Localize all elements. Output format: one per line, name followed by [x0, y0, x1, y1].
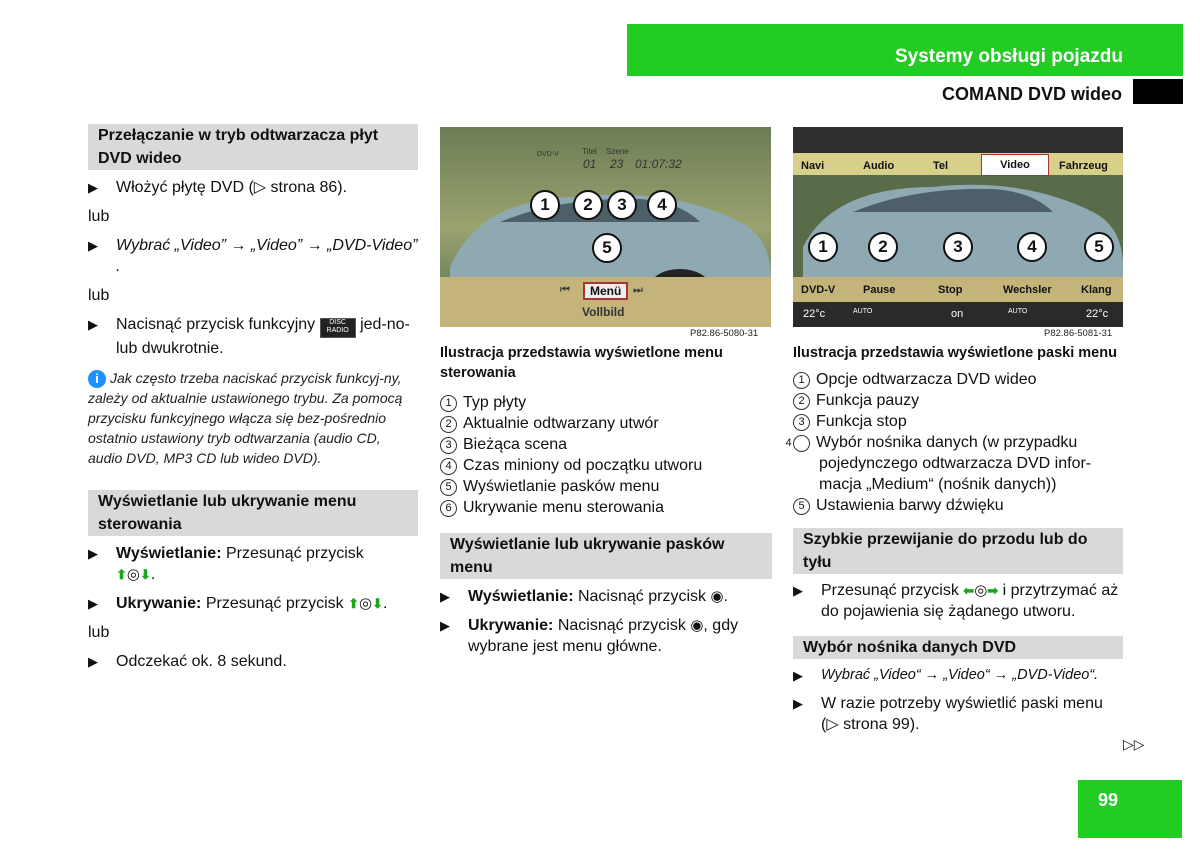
info-icon: i: [88, 370, 106, 388]
up-arrow-icon: ⬆: [348, 596, 360, 611]
section-heading: Wyświetlanie lub ukrywanie menu sterowania: [88, 490, 418, 536]
skip-forward-icon[interactable]: ⏭: [633, 284, 643, 296]
legend-list: [785, 369, 1123, 516]
stop-button[interactable]: Stop: [938, 284, 963, 296]
callout-1: 1: [530, 190, 560, 220]
auto-right: AUTO: [1008, 308, 1028, 315]
controller-press-icon: ◉: [710, 588, 724, 605]
or-text: lub: [88, 624, 110, 641]
down-arrow-icon: ⬇: [372, 596, 384, 611]
callout-5: 5: [592, 233, 622, 263]
header-bar: [627, 24, 1183, 76]
changer-button[interactable]: Wechsler: [1003, 284, 1052, 296]
list-item: ▶ Ukrywanie: Nacisnąć przycisk ◉, gdy wybrane jest menu główne.: [440, 617, 739, 655]
bullet-arrow-icon: ▶: [88, 654, 98, 669]
list-item: ▶ Przesunąć przycisk ⬅◎➡ i przytrzymać aż do pojawienia się żądanego utworu.: [793, 582, 1119, 620]
figure-caption: Ilustracja przedstawia wyświetlone paski menu: [793, 345, 1117, 361]
section-heading: Wyświetlanie lub ukrywanie pasków menu: [440, 533, 772, 579]
pause-button[interactable]: Pause: [863, 284, 896, 296]
temp-left: 22°c: [803, 308, 826, 320]
continue-marker: ▷▷: [1123, 736, 1145, 752]
scene-label: Szene: [606, 147, 629, 156]
menu-bars-photo: [793, 127, 1123, 327]
left-arrow-icon: ⬅: [963, 583, 975, 598]
controller-knob-icon: ◎: [359, 595, 373, 612]
section-heading: Przełączanie w tryb odtwarzacza płyt DVD wideo: [88, 124, 418, 170]
legend-item: 5 Ustawienia barwy dźwięku: [793, 495, 1123, 516]
menu-button[interactable]: Menü: [583, 282, 628, 300]
section-title: Systemy obsługi pojazdu: [894, 46, 1123, 67]
callout-3: 3: [943, 232, 973, 262]
bullet-arrow-icon: ▶: [88, 317, 98, 332]
legend-item: 6 Ukrywanie menu sterowania: [440, 497, 772, 518]
tab-tel[interactable]: Tel: [933, 160, 949, 172]
bullet-arrow-icon: ▶: [88, 180, 98, 195]
bullet-arrow-icon: ▶: [793, 696, 803, 711]
callout-1: 1: [808, 232, 838, 262]
legend-item: 1 Typ płyty: [440, 392, 772, 413]
list-item: ▶ Wybrać „Video“ → „Video“ → „DVD-Video“.: [793, 665, 1123, 686]
page-subtitle: COMAND DVD wideo: [942, 84, 1122, 104]
legend-item: 1 Opcje odtwarzacza DVD wideo: [793, 369, 1123, 390]
callout-2: 2: [868, 232, 898, 262]
bullet-arrow-icon: ▶: [88, 546, 98, 561]
list-item: ▶ Wyświetlanie: Nacisnąć przycisk ◉.: [440, 588, 728, 605]
callout-3: 3: [607, 190, 637, 220]
right-arrow-icon: ➡: [987, 583, 999, 598]
temp-right: 22°c: [1086, 308, 1109, 320]
controller-knob-icon: ◎: [126, 566, 140, 583]
dvd-control-menu-photo: [440, 127, 771, 327]
car-screen-image: [793, 127, 1123, 327]
callout-4: 4: [647, 190, 677, 220]
bullet-arrow-icon: ▶: [88, 238, 98, 253]
bullet-arrow-icon: ▶: [793, 583, 803, 598]
up-arrow-icon: ⬆: [116, 567, 127, 582]
disc-type-label: DVD-V: [537, 151, 559, 158]
auto-left: AUTO: [853, 308, 873, 315]
tab-vehicle[interactable]: Fahrzeug: [1059, 160, 1108, 172]
tab-video[interactable]: Video: [981, 154, 1049, 176]
callout-2: 2: [573, 190, 603, 220]
ac-status: on: [951, 308, 964, 320]
list-item: ▶ Ukrywanie: Przesunąć przycisk ⬆◎⬇.: [88, 595, 388, 612]
legend-item: 2 Aktualnie odtwarzany utwór: [440, 413, 772, 434]
list-item: ▶ Wyświetlanie: Przesunąć przycisk ⬆◎⬇.: [88, 545, 364, 583]
down-arrow-icon: ⬇: [140, 567, 151, 582]
disc-radio-button-icon: DISC RADIO: [320, 318, 356, 338]
section-heading: Wybór nośnika danych DVD: [793, 636, 1123, 659]
tab-audio[interactable]: Audio: [863, 160, 895, 172]
bullet-arrow-icon: ▶: [793, 668, 803, 683]
column-3: [785, 343, 1123, 735]
bullet-arrow-icon: ▶: [88, 596, 98, 611]
legend-item: 4 Czas miniony od początku utworu: [440, 455, 772, 476]
legend-item: 5 Wyświetlanie pasków menu: [440, 476, 772, 497]
or-text: lub: [88, 208, 110, 225]
figure-caption: Ilustracja przedstawia wyświetlone menu sterowania: [440, 345, 723, 381]
image-reference: P82.86-5081-31: [1044, 328, 1113, 339]
skip-back-icon[interactable]: ⏮: [560, 284, 570, 296]
list-item: ▶ Włożyć płytę DVD (▷ strona 86).: [88, 179, 348, 196]
callout-4: 4: [1017, 232, 1047, 262]
legend-list: [440, 392, 772, 518]
page-number-box: [1078, 780, 1182, 838]
legend-item: 4 Wybór nośnika danych (w przypadku pojedynczego odtwarzacza DVD infor-macja „Medium“ (nośnik danych)): [785, 434, 1092, 493]
image-reference: P82.86-5080-31: [690, 328, 759, 339]
title-label: Titel: [582, 147, 597, 156]
column-1: [88, 124, 418, 672]
controller-knob-icon: ◎: [974, 582, 988, 599]
scene-number: 23: [610, 157, 624, 171]
legend-item: 3 Funkcja stop: [793, 411, 1123, 432]
info-note: i Jak często trzeba naciskać przycisk funkcyj-ny, zależy od aktualnie ustawionego trybu. Za pomocą przycisku funkcyjnego włącza się bez-pośrednio ostatnio ustawiony tryb odtwarzania (audio CD, audio DVD, MP3 CD lub wideo DVD).: [88, 370, 403, 466]
legend-item: 3 Bieżąca scena: [440, 434, 772, 455]
section-heading: Szybkie przewijanie do przodu lub do tyłu: [793, 528, 1123, 574]
dvd-options-button[interactable]: DVD-V: [801, 284, 836, 296]
bullet-arrow-icon: ▶: [440, 589, 450, 604]
tab-navi[interactable]: Navi: [801, 160, 825, 172]
list-item: ▶ Odczekać ok. 8 sekund.: [88, 653, 287, 670]
fullscreen-label[interactable]: Vollbild: [582, 305, 625, 319]
or-text: lub: [88, 287, 110, 304]
header-marker: [1133, 79, 1183, 104]
column-2: [440, 343, 772, 657]
elapsed-time: 01:07:32: [635, 157, 682, 171]
legend-item: 2 Funkcja pauzy: [793, 390, 1123, 411]
page-number: 99: [1098, 790, 1119, 810]
sound-button[interactable]: Klang: [1081, 284, 1112, 296]
bullet-arrow-icon: ▶: [440, 618, 450, 633]
title-number: 01: [583, 157, 597, 171]
controller-press-icon: ◉: [690, 617, 704, 634]
list-item: ▶ Wybrać „Video” → „Video” → „DVD-Video” .: [88, 237, 418, 275]
callout-5: 5: [1084, 232, 1114, 262]
list-item: ▶ Nacisnąć przycisk funkcyjny DISC RADIO jed-no- lub dwukrotnie.: [88, 316, 410, 357]
list-item: ▶ W razie potrzeby wyświetlić paski menu (▷ strona 99).: [793, 695, 1103, 733]
